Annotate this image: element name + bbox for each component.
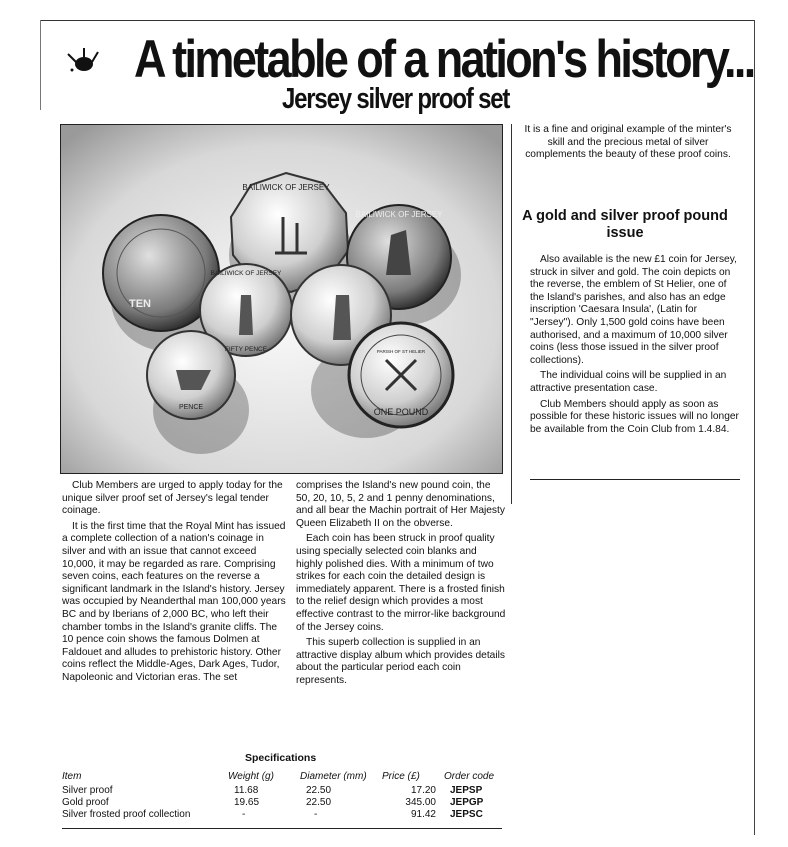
side-top-rule	[511, 124, 512, 504]
coin-2-legend: BAILIWICK OF JERSEY	[355, 210, 443, 219]
table-row	[62, 796, 502, 808]
coin-set-image	[61, 125, 502, 473]
subhead: Jersey silver proof set	[282, 82, 510, 116]
headline: A timetable of a nation's history...	[134, 28, 754, 89]
body-paragraph-4: Each coin has been struck in proof quality using specially selected coin blanks and highly polished dies. With a minimum of two strikes for each coin the detailed design is immediately apparent. There is a frosted finish to the relief design which provides a most effective contrast to the mirror-like background of the Jersey coins.	[296, 533, 506, 633]
intro-paragraph-2: It is the first time that the Royal Mint has issued a complete collection of a nation's coinage in silver and with an issue that cannot exceed 10,000, it may be regarded as rare. Comprising seven coins, each features on the reverse a significant landmark in the Island's history. Jersey was occupied by Neanderthal man 100,000 years BC and by Iberians of 2,000 BC, who left their chamber tombs in the Island's granite cliffs. The 10 pence coin shows the famous Dolmen at Faldouet and alludes to prehistoric history. Other coins reflect the Middle-Ages, Dark Ages, Tudor, Napoleonic and Victorian eras. The set	[62, 520, 286, 683]
body-paragraph-5: This superb collection is supplied in an attractive display album which provides details about the particular period each coin represents.	[296, 637, 505, 686]
spec-weight: 19.65	[234, 796, 260, 808]
spec-weight: 11.68	[234, 784, 259, 796]
frame-left-rule	[40, 20, 41, 110]
body-column-2	[296, 480, 506, 691]
side-intro-text	[518, 124, 738, 165]
coin-1-legend: BAILIWICK OF JERSEY	[242, 183, 330, 192]
spec-price: 17.20	[410, 784, 436, 796]
spec-order-code: JEPSC	[450, 808, 483, 820]
side-section-title: A gold and silver proof pound issue	[522, 208, 728, 241]
coin-7-legend: PENCE	[178, 404, 204, 411]
spec-diameter: 22.50	[306, 796, 332, 808]
spec-header-item: Item	[62, 770, 82, 782]
spec-header-order-code: Order code	[444, 770, 495, 782]
spec-price: 345.00	[405, 796, 436, 808]
side-intro-paragraph: It is a fine and original example of the minter's skill and the precious metal of silver complements the beauty of these proof coins.	[524, 124, 732, 161]
side-paragraph-3: Club Members should apply as soon as possible for these historic issues will no longer be available from the Coin Club from 1.4.84.	[530, 398, 739, 435]
frame-top-rule	[40, 20, 755, 21]
intro-paragraph-1: Club Members are urged to apply today for the unique silver proof set of Jersey's legal tender coinage.	[62, 480, 283, 517]
spec-header-diameter: Diameter (mm)	[300, 770, 367, 782]
spec-order-code: JEPGP	[450, 796, 484, 808]
spec-diameter: 22.50	[306, 784, 332, 796]
spec-item: Silver proof	[62, 784, 113, 796]
spec-price: 91.42	[410, 808, 436, 820]
spec-header-weight: Weight (g)	[228, 770, 274, 782]
frame-right-rule	[754, 20, 755, 835]
spec-header-price: Price (£)	[382, 770, 420, 782]
club-logo-icon	[62, 40, 102, 80]
spec-order-code: JEPSP	[450, 784, 483, 796]
body-column-1	[62, 480, 288, 688]
spec-bottom-rule	[62, 828, 502, 829]
coin-5-legend: FIFTY PENCE	[224, 346, 268, 353]
coin-3-legend: BAILIWICK OF JERSEY	[210, 270, 282, 277]
side-body-text	[530, 254, 740, 439]
spec-weight: -	[242, 808, 246, 820]
spec-item: Gold proof	[62, 796, 109, 808]
side-bottom-rule	[530, 479, 740, 480]
spec-item: Silver frosted proof collection	[62, 808, 191, 820]
body-paragraph-3: comprises the Island's new pound coin, the 50, 20, 10, 5, 2 and 1 penny denominations, and all bear the Machin portrait of Her Majesty Queen Elizabeth II on the obverse.	[296, 480, 505, 529]
side-paragraph-1: Also available is the new £1 coin for Jersey, struck in silver and gold. The coin depicts on the reverse, the emblem of St Helier, one of the Island's parishes, and also has an edge inscription 'Caesara Insula', (Latin for "Jersey"). Only 1,500 gold coins have been authorised, and a maximum of 10,000 silver coins (less those issued in the silver proof collections).	[530, 254, 737, 366]
coin-photograph	[60, 124, 503, 474]
spec-header-row	[62, 768, 502, 784]
table-row	[62, 784, 502, 796]
spec-diameter: -	[314, 808, 318, 820]
table-row	[62, 808, 502, 820]
coin-6-parish: PARISH OF ST HELIER	[376, 349, 426, 354]
coin-4-legend: TEN	[129, 298, 151, 310]
side-paragraph-2: The individual coins will be supplied in an attractive presentation case.	[530, 370, 727, 394]
specifications-table	[62, 768, 502, 820]
coin-6-legend: ONE POUND	[373, 407, 429, 417]
specifications-title: Specifications	[245, 752, 317, 764]
